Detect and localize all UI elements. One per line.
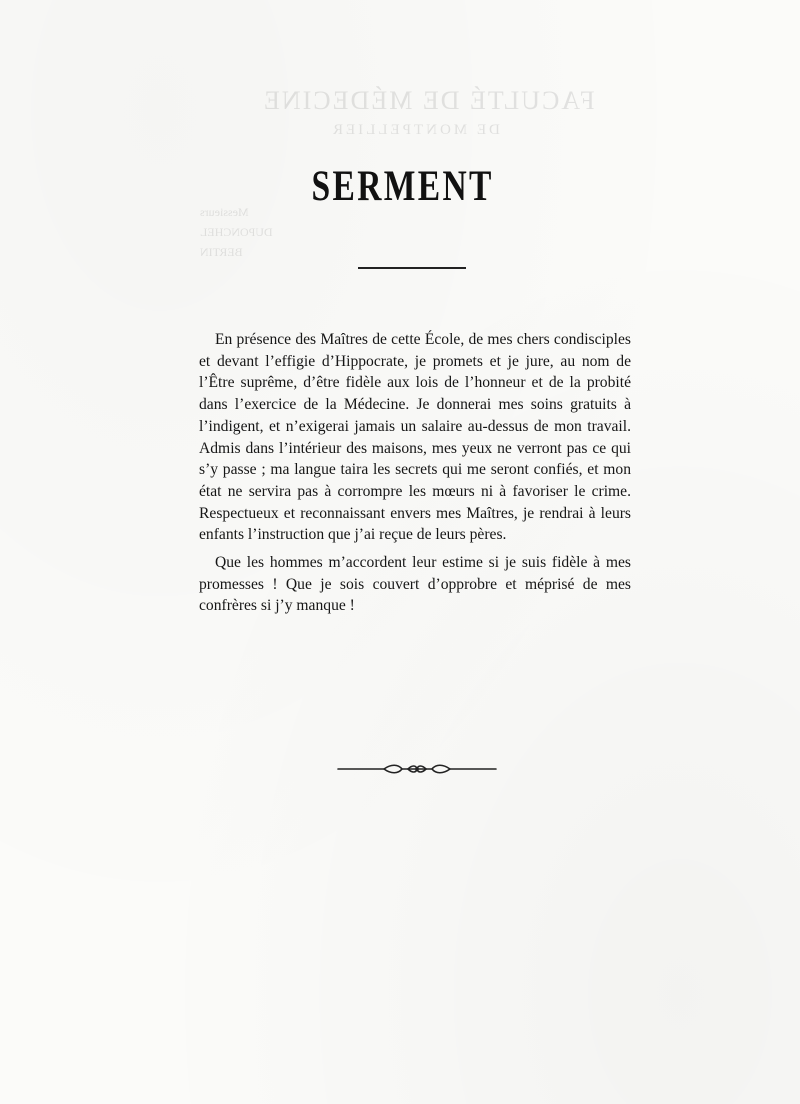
show-through-line: Messieurs [200,205,249,219]
page-title: SERMENT [311,163,494,210]
show-through-line: BERTIN [200,245,243,259]
oath-paragraph-1: En présence des Maîtres de cette École, de mes chers condisciples et devant l’effigie d’Hippocrate, je promets et je jure, au nom de l’Être suprême, d’être fidèle aux lois de l’honneur et de la probité dans l’exercice de la Médecine. Je donnerai mes soins gratuits à l’indigent, et n’exigerai jamais un salaire au-dessus de mon travail. Admis dans l’intérieur des maisons, mes yeux ne verront pas ce qui s’y passe ; ma langue taira les secrets qui me seront confiés, et mon état ne servira pas à corrompre les mœurs ni à favoriser le crime. Respectueux et reconnaissant envers mes Maîtres, je rendrai à leurs enfants l’instruction que j’ai reçue de leurs pères. [199,331,631,544]
oath-paragraph-2: Que les hommes m’accordent leur estime si je suis fidèle à mes promesses ! Que je sois couvert d’opprobre et méprisé de mes confrères si j’y manque ! [199,554,631,615]
ornament-flourish-icon [336,760,498,778]
show-through-faculty-heading: FACULTÉ DE MÉDECINE [262,86,595,115]
show-through-line: DUPONCHEL [200,225,273,239]
oath-text [199,329,631,617]
show-through-city: DE MONTPELLIER [330,122,500,138]
title-underline [358,267,466,269]
